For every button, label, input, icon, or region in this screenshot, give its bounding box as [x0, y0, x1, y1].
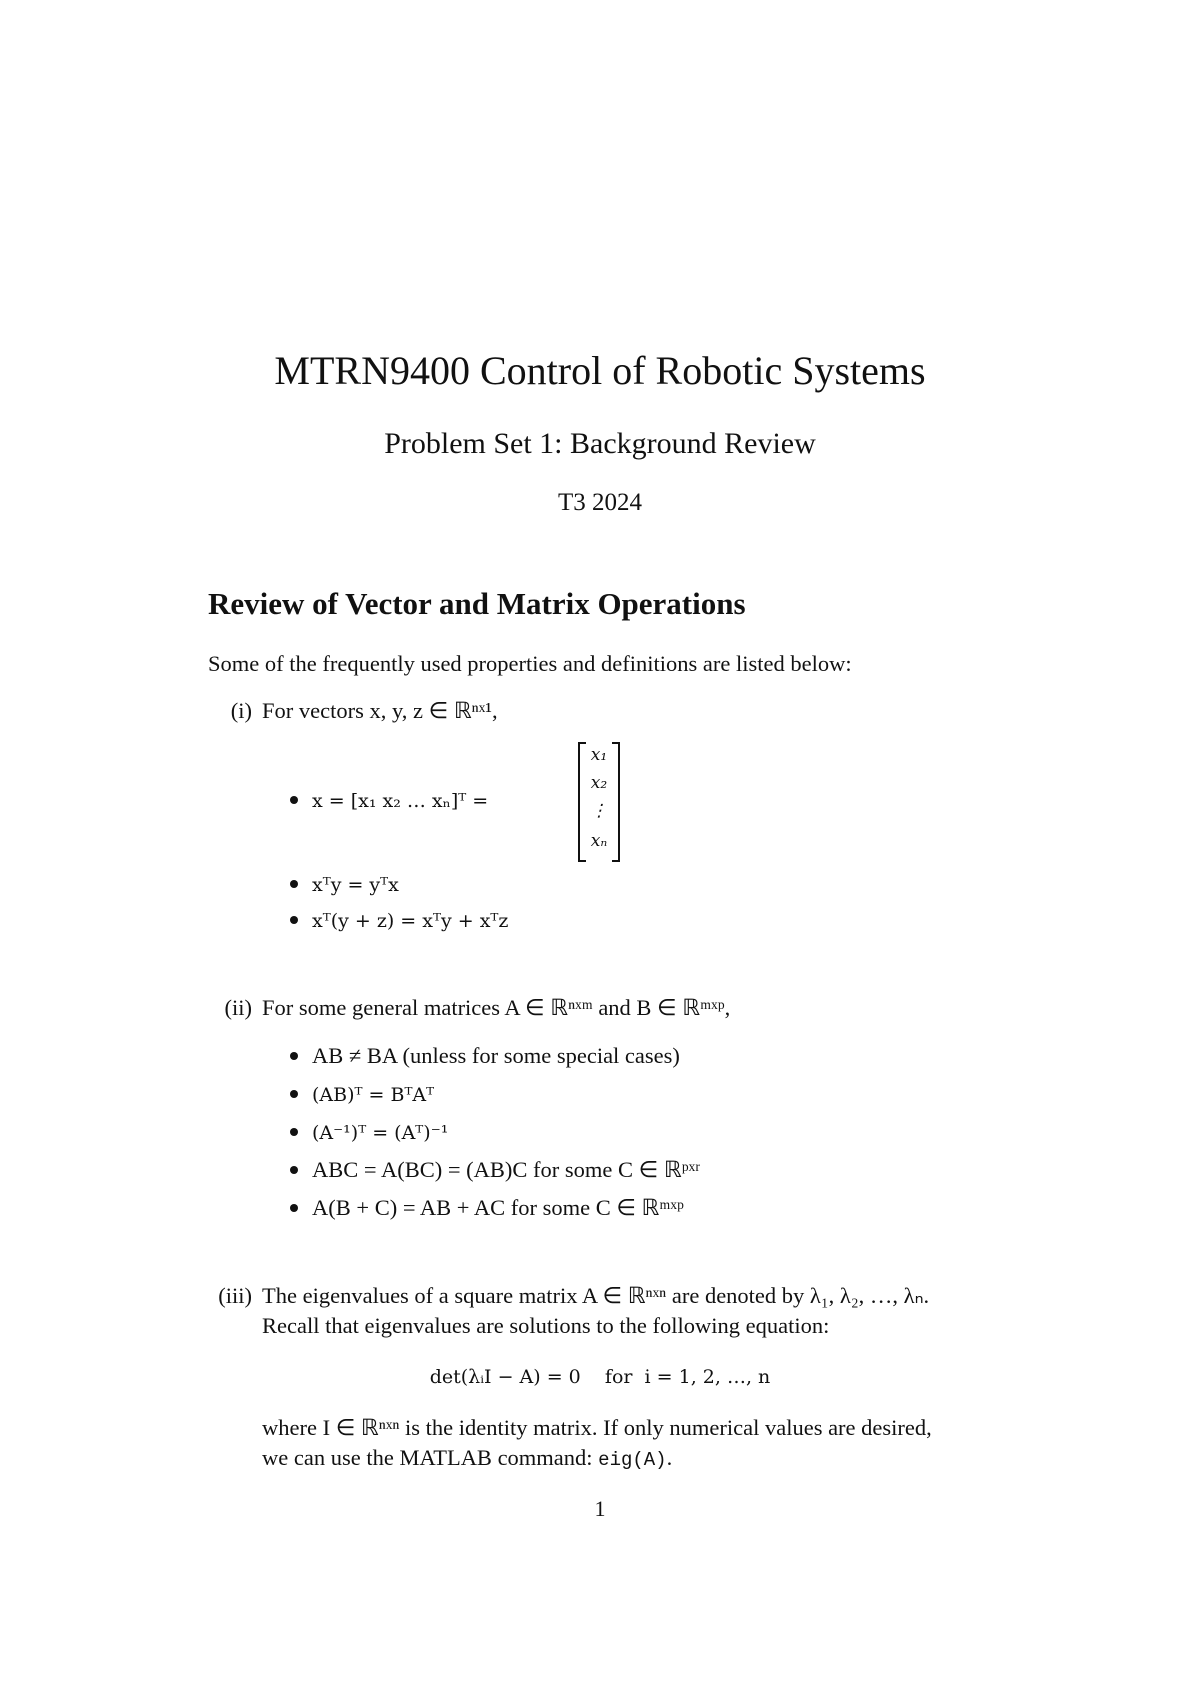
- bullet-associative: ABC = A(BC) = (AB)C for some C ∈ ℝᵖˣʳ: [290, 1156, 700, 1184]
- vector-entry: ⋮: [590, 801, 608, 821]
- section-intro: Some of the frequently used properties and definitions are listed below:: [208, 651, 852, 676]
- bullet-vector-def: x = [x₁ x₂ … xₙ]ᵀ =: [290, 786, 488, 815]
- vector-entry: xₙ: [590, 831, 608, 851]
- item-i-text: For vectors x, y, z ∈ ℝⁿˣ¹,: [262, 698, 498, 723]
- item-ii-text: For some general matrices A ∈ ℝⁿˣᵐ and B ∈ ℝᵐˣᵖ,: [262, 995, 731, 1020]
- item-iii-line1: The eigenvalues of a square matrix A ∈ ℝⁿˣⁿ are denoted by λ₁, λ₂, …, λₙ.: [262, 1283, 930, 1308]
- right-bracket: [612, 742, 620, 862]
- bullet-transpose-product: (AB)ᵀ = BᵀAᵀ: [290, 1080, 434, 1109]
- section-heading: Review of Vector and Matrix Operations: [208, 586, 746, 621]
- bullet-dot: [290, 1052, 298, 1060]
- document-term: T3 2024: [557, 489, 643, 516]
- item-i-label: (i): [230, 698, 252, 723]
- item-iii-line2: Recall that eigenvalues are solutions to the following equation:: [262, 1313, 830, 1338]
- column-vector: [578, 742, 620, 858]
- bullet-noncommutative: AB ≠ BA (unless for some special cases): [290, 1042, 680, 1070]
- bullet-dot: [290, 1204, 298, 1212]
- bullet-distributive: A(B + C) = AB + AC for some C ∈ ℝᵐˣᵖ: [290, 1194, 684, 1222]
- bullet-dot-product-commutative: xᵀy = yᵀx: [290, 870, 399, 899]
- bullet-dot-product-distributive: xᵀ(y + z) = xᵀy + xᵀz: [290, 906, 508, 935]
- item-ii-label: (ii): [224, 995, 252, 1020]
- document-title: MTRN9400 Control of Robotic Systems: [274, 348, 926, 393]
- bullet-dot: [290, 1128, 298, 1136]
- document-subtitle: Problem Set 1: Background Review: [384, 427, 816, 460]
- bullet-dot: [290, 1090, 298, 1098]
- item-iii-line3: where I ∈ ℝⁿˣⁿ is the identity matrix. If only numerical values are desired,: [262, 1415, 932, 1440]
- bullet-dot: [290, 916, 298, 924]
- vector-entry: x₂: [590, 773, 608, 793]
- vector-entry: x₁: [590, 745, 608, 765]
- matlab-command: eig(A): [598, 1449, 667, 1471]
- item-iii-label: (iii): [218, 1283, 252, 1308]
- bullet-dot: [290, 880, 298, 888]
- eigenvalue-equation: det(λᵢI − A) = 0 for i = 1, 2, …, n: [429, 1366, 771, 1388]
- bullet-inverse-transpose: (A⁻¹)ᵀ = (Aᵀ)⁻¹: [290, 1118, 448, 1147]
- bullet-dot: [290, 796, 298, 804]
- item-iii-line4: we can use the MATLAB command: eig(A).: [262, 1445, 673, 1471]
- page-number: 1: [594, 1496, 606, 1521]
- bullet-dot: [290, 1166, 298, 1174]
